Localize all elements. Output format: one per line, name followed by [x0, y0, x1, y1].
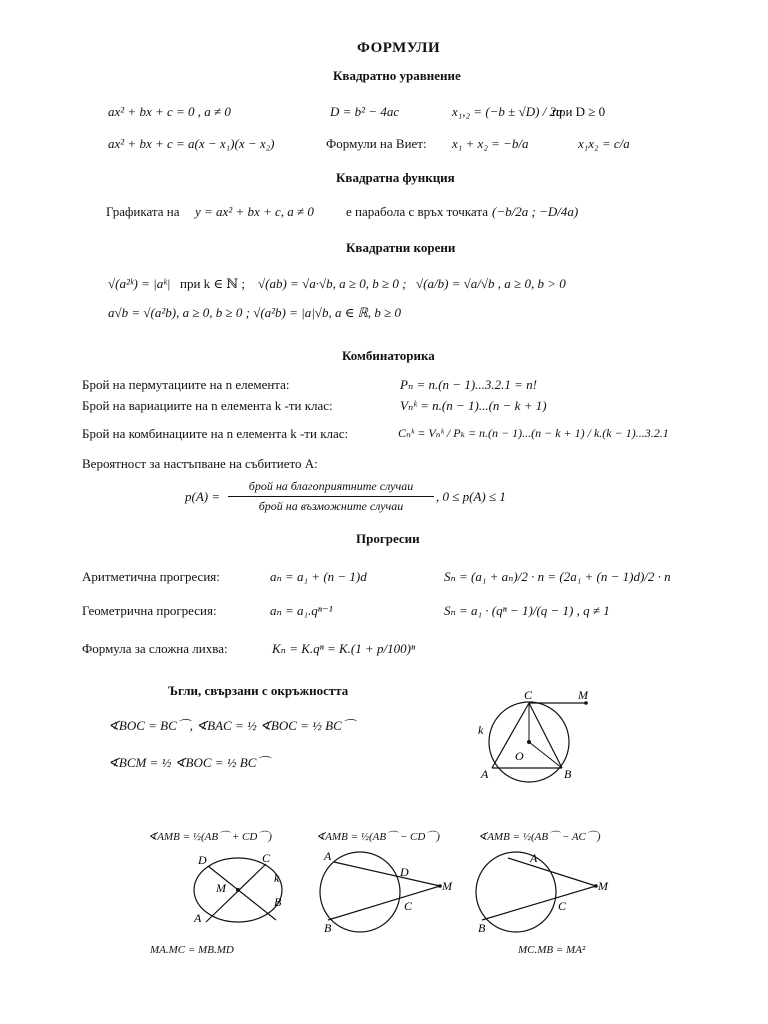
- section-progressions: Прогресии: [356, 531, 420, 546]
- variations-formula: Vₙᵏ = n.(n − 1)...(n − k + 1): [400, 398, 547, 413]
- fig3-label-m: M: [598, 879, 608, 893]
- fig1-label-m: M: [216, 881, 226, 895]
- fig2-label-a: A: [324, 849, 332, 863]
- point-label-a: A: [481, 767, 489, 781]
- figure2-equation: ∢AMB = ½(AB⌒ − CD⌒): [316, 831, 440, 843]
- discriminant-formula: D = b² − 4ac: [330, 104, 400, 119]
- arithmetic-sn-formula: Sₙ = (a₁ + aₙ)/2 · n = (2a₁ + (n − 1)d)/2 · n: [444, 569, 671, 584]
- external-secants-figure: [312, 848, 462, 938]
- geometric-an-formula: aₙ = a₁.qⁿ⁻¹: [270, 603, 333, 618]
- section-square-roots: Квадратни корени: [346, 240, 456, 255]
- root-rule-product: √(ab) = √a·√b, a ≥ 0, b ≥ 0 ;: [258, 276, 407, 291]
- figure1-product: MA.MC = MB.MD: [150, 944, 234, 956]
- fig3-label-c: C: [558, 899, 567, 913]
- probability-label: Вероятност за настъпване на събитието A:: [82, 456, 318, 471]
- tangent-secant-figure: [468, 848, 618, 938]
- root-rule-quotient: √(a/b) = √a/√b , a ≥ 0, b > 0: [416, 276, 566, 291]
- fig1-label-a: A: [194, 911, 202, 925]
- fig2-label-d: D: [400, 865, 409, 879]
- fig2-label-c: C: [404, 899, 413, 913]
- root-rule-even-power: √(a²ᵏ) = |aᵏ|: [108, 276, 171, 291]
- figure1-equation: ∢AMB = ½(AB⌒ + CD⌒): [148, 831, 272, 843]
- fig1-label-k: k: [274, 871, 280, 885]
- fig3-label-a: A: [530, 851, 538, 865]
- figure3-equation: ∢AMB = ½(AB⌒ − AC⌒): [478, 831, 601, 843]
- point-label-c: C: [524, 690, 533, 702]
- probability-fraction: [228, 479, 434, 514]
- root-rule-natural-cond: при k ∈ ℕ ;: [180, 276, 246, 291]
- geometric-label: Геометрична прогресия:: [82, 603, 217, 618]
- arithmetic-label: Аритметична прогресия:: [82, 569, 220, 584]
- fig1-label-b: B: [274, 895, 282, 909]
- geometric-sn-formula: Sₙ = a₁ · (qⁿ − 1)/(q − 1) , q ≠ 1: [444, 603, 610, 618]
- quadratic-function-text-b: е парабола с връх точката: [346, 204, 488, 219]
- permutations-label: Брой на пермутациите на n елемента:: [82, 377, 290, 392]
- section-quadratic-equation: Квадратно уравнение: [333, 68, 461, 83]
- fig3-label-b: B: [478, 921, 486, 935]
- circle-angle-formula-2: ∢BCM = ½ ∢BOC = ½ BC⌒: [108, 755, 270, 770]
- figure3-product: MC.MB = MA²: [518, 944, 586, 956]
- vertex-formula: (−b/2a ; −D/4a): [492, 204, 579, 219]
- probability-range: , 0 ≤ p(A) ≤ 1: [436, 489, 506, 504]
- probability-numerator: брой на благоприятните случаи: [248, 479, 414, 493]
- permutations-formula: Pₙ = n.(n − 1)...3.2.1 = n!: [400, 377, 538, 392]
- quadratic-equation-formula: ax² + bx + c = 0 , a ≠ 0: [108, 104, 231, 119]
- point-label-m: M: [578, 690, 588, 702]
- interest-formula: Kₙ = K.qⁿ = K.(1 + p/100)ⁿ: [272, 641, 416, 656]
- combinations-formula: Cₙᵏ = Vₙᵏ / Pₖ = n.(n − 1)...(n − k + 1) / k.(k − 1)...3.2.1: [398, 426, 669, 440]
- page-title: ФОРМУЛИ: [357, 40, 441, 56]
- root-rule-line2: a√b = √(a²b), a ≥ 0, b ≥ 0 ; √(a²b) = |a|√b, a ∈ ℝ, b ≥ 0: [108, 305, 401, 320]
- interest-label: Формула за сложна лихва:: [82, 641, 228, 656]
- section-circle-angles: Ъгли, свързани с окръжността: [168, 683, 349, 698]
- factor-formula: ax² + bx + c = a(x − x₁)(x − x₂): [108, 136, 275, 151]
- intersecting-chords-figure: [180, 848, 300, 938]
- section-quadratic-function: Квадратна функция: [336, 170, 455, 185]
- fig2-label-b: B: [324, 921, 332, 935]
- inscribed-angle-figure: [474, 690, 604, 790]
- roots-condition: при D ≥ 0: [552, 104, 606, 119]
- fig1-label-d: D: [198, 853, 207, 867]
- viet-product-formula: x₁x₂ = c/a: [578, 136, 630, 151]
- combinations-label: Брой на комбинациите на n елемента k -ти клас:: [82, 426, 349, 441]
- point-label-b: B: [564, 767, 572, 781]
- circle-angle-formula-1: ∢BOC = BC⌒, ∢BAC = ½ ∢BOC = ½ BC⌒: [108, 718, 355, 733]
- quadratic-function-formula: y = ax² + bx + c, a ≠ 0: [195, 204, 314, 219]
- variations-label: Брой на вариациите на n елемента k -ти клас:: [82, 398, 333, 413]
- arithmetic-an-formula: aₙ = a₁ + (n − 1)d: [270, 569, 367, 584]
- quadratic-function-text-a: Графиката на: [106, 204, 180, 219]
- center-label-o: O: [515, 749, 524, 763]
- probability-denominator: брой на възможните случаи: [258, 499, 404, 513]
- fig1-label-c: C: [262, 851, 271, 865]
- fraction-bar: [228, 496, 434, 497]
- section-combinatorics: Комбинаторика: [342, 348, 435, 363]
- circle-label-k: k: [478, 723, 484, 737]
- roots-formula: x₁,₂ = (−b ± √D) / 2a: [452, 104, 563, 119]
- probability-lhs: p(A) =: [185, 489, 221, 504]
- fig2-label-m: M: [442, 879, 452, 893]
- viet-sum-formula: x₁ + x₂ = −b/a: [452, 136, 529, 151]
- viet-label: Формули на Виет:: [326, 136, 427, 151]
